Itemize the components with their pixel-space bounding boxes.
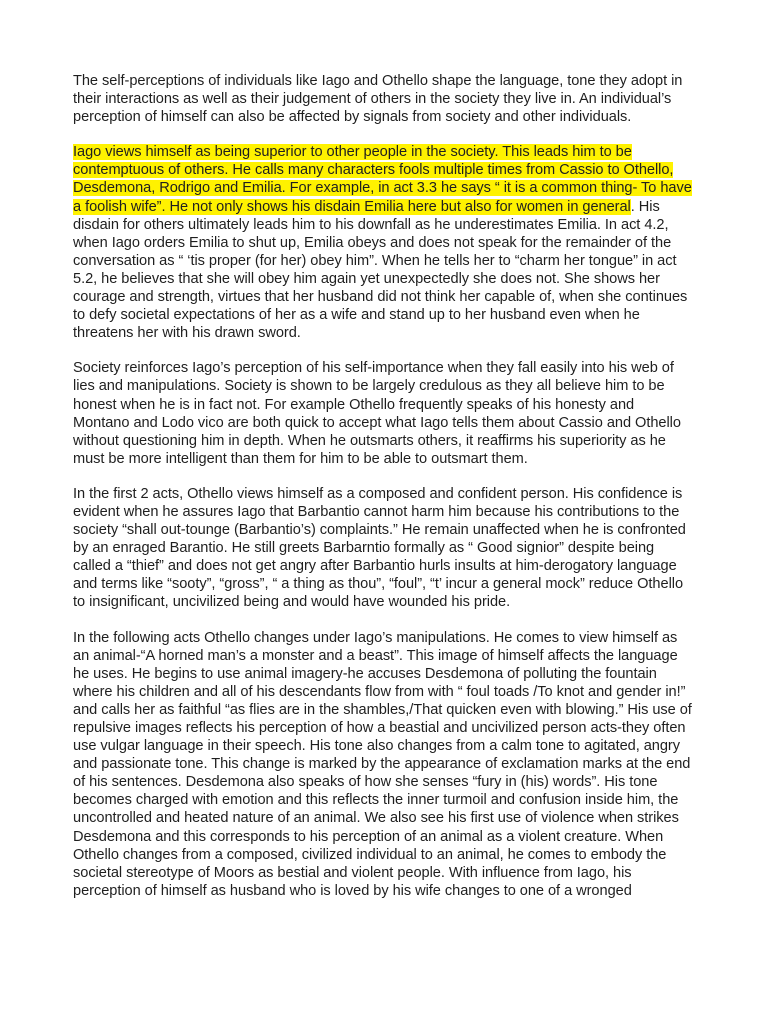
paragraph-iago-superiority xyxy=(73,143,693,342)
paragraph-society-reinforces xyxy=(73,359,693,468)
paragraph-text: In the following acts Othello changes under Iago’s manipulations. He comes to view himself as an animal-“A horned man’s a monster and a beast”. This image of himself affects the language he uses. He begins to use animal imagery-he accuses Desdemona of polluting the fountain where his children and all of his descendants flow from with “ foul toads /To knot and gender in!” and calls her as faithful “as flies are in the shambles,/That quicken even with blowing.” His use of repulsive images reflects his perception of how a beastial and uncivilized person acts-they often use vulgar language in their speech. His tone also changes from a calm tone to agitated, angry and passionate tone. This change is marked by the appearance of exclamation marks at the end of his sentences. Desdemona also speaks of how she senses “fury in (his) words”. His tone becomes charged with emotion and this reflects the inner turmoil and confusion inside him, the uncontrolled and heated nature of an animal. We also see his first use of violence when strikes Desdemona and this corresponds to his perception of an animal as a violent creature. When Othello changes from a composed, civilized individual to an animal, he comes to embody the societal stereotype of Moors as bestial and violent people. With influence from Iago, his perception of himself as husband who is loved by his wife changes to one of a wronged xyxy=(73,629,692,899)
paragraph-text: In the first 2 acts, Othello views himself as a composed and confident person. His confidence is evident when he assures Iago that Barbantio cannot harm him because his contributions to the society “shall out-tounge (Barbantio’s) complaints.” He remain unaffected when he is confronted by an enraged Barantio. He still greets Barbarntio formally as “ Good signior” despite being called a “thief” and does not get angry after Barbantio hurls insults at him-derogatory language and terms like “sooty”, “gross”, “ a thing as thou”, “foul”, “t’ incur a general mock” reduce Othello to insignificant, uncivilized being and would have wounded his pride. xyxy=(73,485,686,611)
paragraph-othello-composed xyxy=(73,485,693,612)
highlighted-text: Iago views himself as being superior to other people in the society. This leads him to be contemptuous of others. He calls many characters fools multiple times from Cassio to Othello, Desdemona, Rodrigo and Emilia. For example, in act 3.3 he says “ it is a common thing- To have a foolish wife”. He not only shows his disdain Emilia here but also for women in general xyxy=(73,144,692,215)
paragraph-intro xyxy=(73,72,693,126)
document-body xyxy=(73,72,693,917)
paragraph-text: . His disdain for others ultimately leads him to his downfall as he underestimates Emilia. In act 4.2, when Iago orders Emilia to shut up, Emilia obeys and does not speak for the remainder of the conversation as “ ‘tis proper (for her) obey him”. When he tells her to “charm her tongue” in act 5.2, he believes that she will obey him again yet unexpectedly she does not. She shows her courage and strength, virtues that her husband did not think her capable of, when she continues to defy societal expectations of her as a wife and stand up to her husband even when he threatens her with his drawn sword. xyxy=(73,198,688,342)
paragraph-othello-changes xyxy=(73,629,693,900)
paragraph-text: The self-perceptions of individuals like Iago and Othello shape the language, tone they adopt in their interactions as well as their judgement of others in the society they live in. An individual’s perception of himself can also be affected by signals from society and other individuals. xyxy=(73,73,683,126)
paragraph-text: Society reinforces Iago’s perception of his self-importance when they fall easily into his web of lies and manipulations. Society is shown to be largely credulous as they all believe him to be honest when he is in fact not. For example Othello frequently speaks of his honesty and Montano and Lodo vico are both quick to accept what Iago tells them about Cassio and Othello without questioning him in depth. When he outsmarts others, it reaffirms his superiority as he must be more intelligent than them for him to be able to outsmart them. xyxy=(73,360,681,467)
